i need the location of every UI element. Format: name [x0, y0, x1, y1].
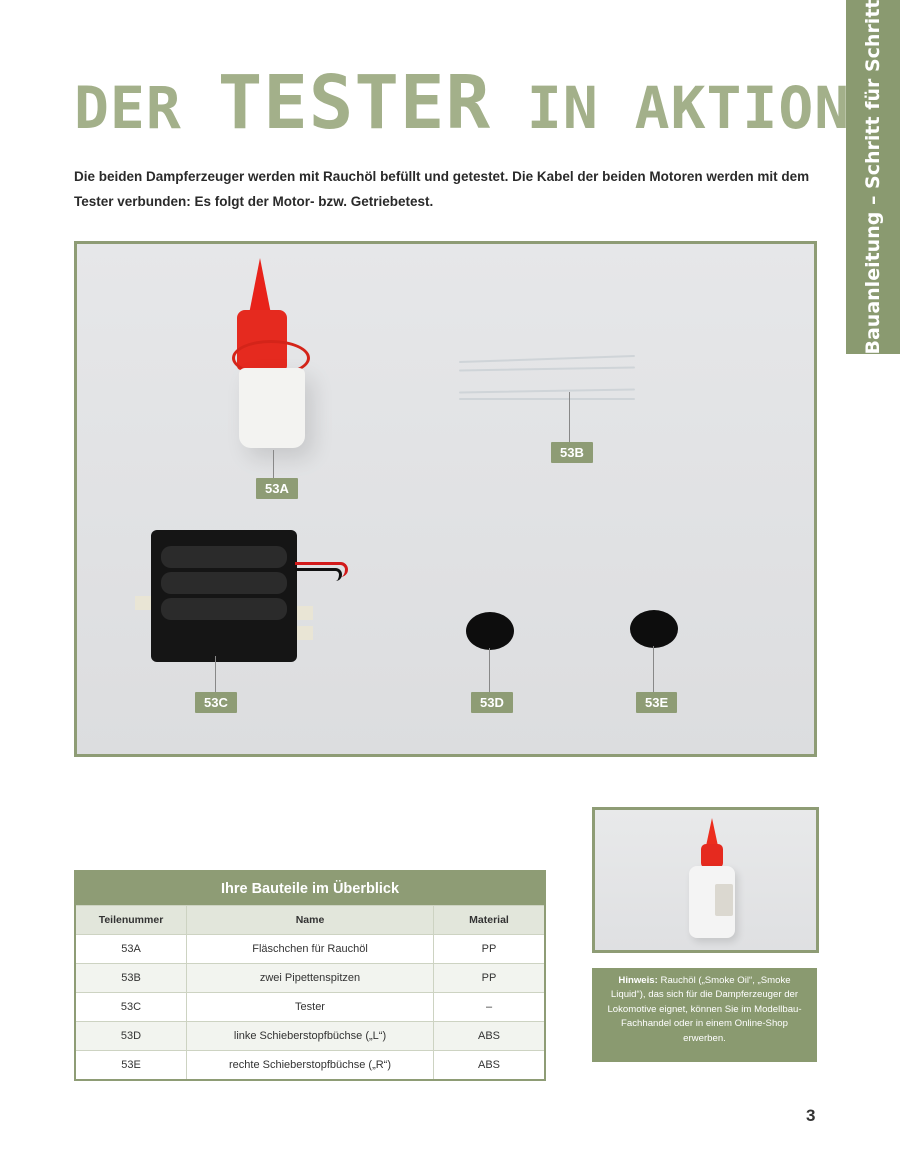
- small-bottle-cap-shape: [701, 844, 723, 868]
- part-label-53e: 53E: [636, 692, 677, 713]
- leader-line-53a: [273, 450, 274, 478]
- pipette-tip-shape: [459, 355, 635, 363]
- table-cell: 53E: [75, 1051, 187, 1081]
- intro-text: Die beiden Dampferzeuger werden mit Rauchöl befüllt und getestet. Die Kabel der beiden Motoren werden mit dem Tester verbunden: Es folgt der Motor- bzw. Getriebetest.: [74, 169, 810, 209]
- table-row: [75, 964, 545, 993]
- small-bottle-tip-shape: [706, 818, 718, 846]
- table-cell: PP: [434, 935, 546, 964]
- part-label-53a: 53A: [256, 478, 298, 499]
- battery-tester-shape: [151, 530, 297, 662]
- page-title-part-3: IN AKTION: [491, 74, 851, 142]
- leader-line-53e: [653, 646, 654, 692]
- connector-shape: [297, 626, 313, 640]
- bottle-body-shape: [239, 368, 305, 448]
- table-cell: Tester: [187, 993, 434, 1022]
- table-row: [75, 1022, 545, 1051]
- connector-shape: [135, 596, 151, 610]
- table-row: [75, 935, 545, 964]
- stuffing-box-right-shape: [630, 610, 678, 648]
- table-row: [75, 1051, 545, 1081]
- pipette-tip-shape: [459, 388, 635, 393]
- table-cell: ABS: [434, 1051, 546, 1081]
- parts-table-caption: Ihre Bauteile im Überblick: [75, 871, 545, 906]
- table-cell: ABS: [434, 1022, 546, 1051]
- part-label-53d: 53D: [471, 692, 513, 713]
- hint-text: Rauchöl („Smoke Oil“, „Smoke Liquid“), das sich für die Dampferzeuger der Lokomotive eignet, können Sie im Modellbau-Fachhandel oder in einem Online-Shop erwerben.: [607, 975, 802, 1044]
- table-cell: 53B: [75, 964, 187, 993]
- table-cell: rechte Schieberstopfbüchse („R“): [187, 1051, 434, 1081]
- page-number: 3: [806, 1106, 816, 1125]
- page-title-part-1: DER: [74, 74, 218, 142]
- table-cell: 53D: [75, 1022, 187, 1051]
- pipette-tip-shape: [459, 366, 635, 371]
- part-label-53c: 53C: [195, 692, 237, 713]
- leader-line-53c: [215, 656, 216, 692]
- section-side-tab-label: Bauanleitung – Schritt für Schritt: [862, 0, 884, 355]
- hint-box: [592, 968, 817, 1062]
- page-title-part-2: TESTER: [217, 60, 491, 146]
- table-row: [75, 993, 545, 1022]
- stuffing-box-left-shape: [466, 612, 514, 650]
- table-cell: –: [434, 993, 546, 1022]
- table-cell: Fläschchen für Rauchöl: [187, 935, 434, 964]
- bottle-tip-shape: [249, 258, 271, 314]
- parts-table-header-number: Teilenummer: [75, 906, 187, 935]
- smoke-oil-photo: [592, 807, 819, 953]
- parts-table-header-name: Name: [187, 906, 434, 935]
- black-wire-shape: [295, 568, 342, 581]
- parts-photo: [74, 241, 817, 757]
- hint-label: Hinweis:: [618, 975, 658, 986]
- small-bottle-label-shape: [715, 884, 733, 916]
- part-label-53b: 53B: [551, 442, 593, 463]
- parts-table-header-material: Material: [434, 906, 546, 935]
- connector-shape: [297, 606, 313, 620]
- table-cell: 53A: [75, 935, 187, 964]
- section-side-tab: [846, 0, 900, 354]
- page-title: [74, 60, 851, 146]
- table-cell: zwei Pipettenspitzen: [187, 964, 434, 993]
- table-cell: PP: [434, 964, 546, 993]
- parts-table: [74, 870, 546, 1081]
- pipette-tip-shape: [459, 398, 635, 400]
- table-cell: linke Schieberstopfbüchse („L“): [187, 1022, 434, 1051]
- leader-line-53b: [569, 392, 570, 442]
- table-cell: 53C: [75, 993, 187, 1022]
- leader-line-53d: [489, 648, 490, 692]
